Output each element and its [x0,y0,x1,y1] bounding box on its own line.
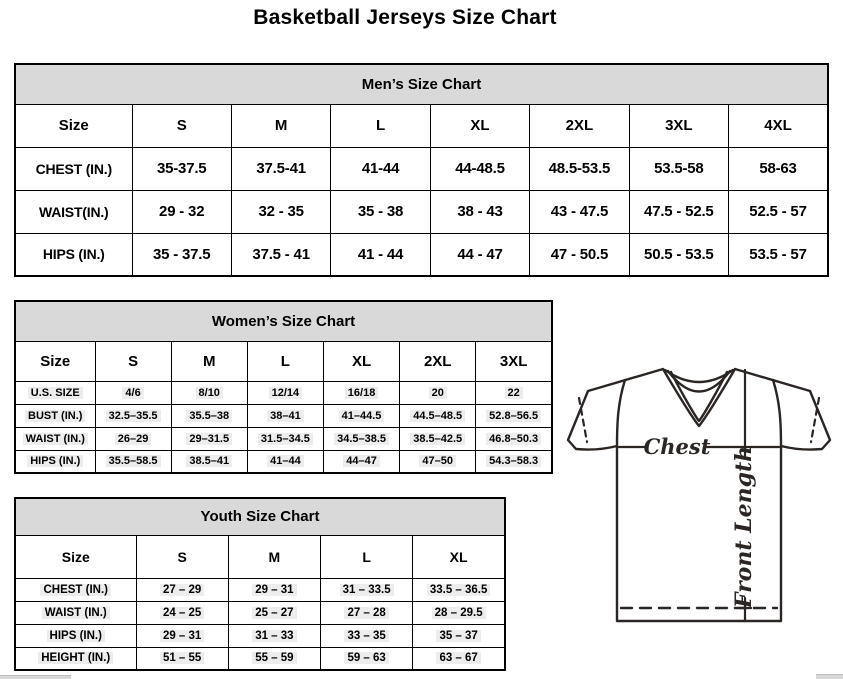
size-value-cell: 48.5-53.5 [530,147,629,190]
mens-col-header: 3XL [629,104,728,147]
size-value-cell: 53.5 - 57 [729,233,828,276]
youth-col-header: M [228,535,320,578]
womens-col-header: XL [323,341,399,381]
size-value-cell: 27 – 29 [136,578,228,601]
row-label: WAIST(IN.) [15,190,132,233]
row-label: HIPS (IN.) [15,450,95,473]
jersey-illustration [555,360,843,630]
size-value-cell: 44.5–48.5 [400,404,476,427]
size-value-cell: 35 – 37 [413,624,505,647]
row-label: CHEST (IN.) [15,578,136,601]
mens-waist-row [15,190,828,233]
size-value-cell: 55 – 59 [228,647,320,670]
youth-header-row [15,535,505,578]
jersey-measurement-diagram [555,360,843,630]
right-sleeve-seam [773,380,781,446]
size-value-cell: 52.5 - 57 [729,190,828,233]
row-label: WAIST (IN.) [15,427,95,450]
mens-col-header: S [132,104,231,147]
size-value-cell: 63 – 67 [413,647,505,670]
mens-col-header: 2XL [530,104,629,147]
row-label: HEIGHT (IN.) [15,647,136,670]
youth-hips-row [15,624,505,647]
size-value-cell: 27 – 28 [321,601,413,624]
youth-height-row [15,647,505,670]
size-value-cell: 35 - 37.5 [132,233,231,276]
youth-waist-row [15,601,505,624]
size-value-cell: 52.8–56.5 [476,404,552,427]
youth-chest-row [15,578,505,601]
size-value-cell: 35.5–58.5 [95,450,171,473]
row-label: HIPS (IN.) [15,233,132,276]
size-value-cell: 22 [476,381,552,404]
mens-col-header: M [231,104,330,147]
size-value-cell: 41–44.5 [323,404,399,427]
size-value-cell: 38–41 [247,404,323,427]
size-value-cell: 24 – 25 [136,601,228,624]
womens-waist-row [15,427,552,450]
size-value-cell: 34.5–38.5 [323,427,399,450]
mens-col-header: Size [15,104,132,147]
size-value-cell: 16/18 [323,381,399,404]
size-value-cell: 58-63 [729,147,828,190]
size-value-cell: 44-48.5 [430,147,529,190]
youth-table-title: Youth Size Chart [15,498,505,535]
size-value-cell: 43 - 47.5 [530,190,629,233]
size-value-cell: 53.5-58 [629,147,728,190]
size-value-cell: 33 – 35 [321,624,413,647]
womens-table-title: Women’s Size Chart [15,301,552,341]
size-value-cell: 41-44 [331,147,430,190]
size-value-cell: 41–44 [247,450,323,473]
size-value-cell: 35.5–38 [171,404,247,427]
size-value-cell: 44 - 47 [430,233,529,276]
row-label: BUST (IN.) [15,404,95,427]
youth-size-chart-table [14,497,506,671]
size-value-cell: 47–50 [400,450,476,473]
youth-col-header: Size [15,535,136,578]
mens-header-row [15,104,828,147]
size-value-cell: 47 - 50.5 [530,233,629,276]
womens-col-header: Size [15,341,95,381]
size-value-cell: 32.5–35.5 [95,404,171,427]
left-sleeve-seam [617,380,625,446]
size-value-cell: 51 – 55 [136,647,228,670]
mens-chest-row [15,147,828,190]
womens-header-row [15,341,552,381]
youth-col-header: XL [413,535,505,578]
womens-ussize-row [15,381,552,404]
cutoff-fragment-left [0,675,71,679]
womens-col-header: L [247,341,323,381]
womens-bust-row [15,404,552,427]
size-value-cell: 38 - 43 [430,190,529,233]
size-value-cell: 12/14 [247,381,323,404]
size-value-cell: 4/6 [95,381,171,404]
size-value-cell: 28 – 29.5 [413,601,505,624]
chest-label: Chest [643,434,711,459]
page-title: Basketball Jerseys Size Chart [253,6,557,29]
size-value-cell: 46.8–50.3 [476,427,552,450]
womens-col-header: M [171,341,247,381]
size-value-cell: 47.5 - 52.5 [629,190,728,233]
mens-table-title: Men’s Size Chart [15,64,828,104]
womens-col-header: 2XL [400,341,476,381]
jersey-outline [568,369,830,621]
row-label: U.S. SIZE [15,381,95,404]
youth-col-header: L [321,535,413,578]
front-length-label: Front Length [731,445,757,609]
size-value-cell: 29 – 31 [136,624,228,647]
size-value-cell: 31 – 33.5 [321,578,413,601]
size-value-cell: 32 - 35 [231,190,330,233]
row-label: HIPS (IN.) [15,624,136,647]
size-value-cell: 20 [400,381,476,404]
youth-col-header: S [136,535,228,578]
mens-hips-row [15,233,828,276]
womens-col-header: S [95,341,171,381]
size-value-cell: 35-37.5 [132,147,231,190]
size-value-cell: 37.5 - 41 [231,233,330,276]
row-label: CHEST (IN.) [15,147,132,190]
size-value-cell: 35 - 38 [331,190,430,233]
womens-col-header: 3XL [476,341,552,381]
size-value-cell: 26–29 [95,427,171,450]
mens-col-header: L [331,104,430,147]
size-value-cell: 29 - 32 [132,190,231,233]
size-value-cell: 31 – 33 [228,624,320,647]
size-value-cell: 59 – 63 [321,647,413,670]
size-value-cell: 31.5–34.5 [247,427,323,450]
size-value-cell: 8/10 [171,381,247,404]
womens-size-chart-table [14,300,553,474]
size-value-cell: 25 – 27 [228,601,320,624]
size-value-cell: 54.3–58.3 [476,450,552,473]
size-value-cell: 37.5-41 [231,147,330,190]
womens-hips-row [15,450,552,473]
size-value-cell: 38.5–41 [171,450,247,473]
size-value-cell: 50.5 - 53.5 [629,233,728,276]
size-value-cell: 41 - 44 [331,233,430,276]
size-value-cell: 33.5 – 36.5 [413,578,505,601]
size-value-cell: 29–31.5 [171,427,247,450]
row-label: WAIST (IN.) [15,601,136,624]
size-value-cell: 38.5–42.5 [400,427,476,450]
cutoff-fragment-right [816,674,843,679]
size-value-cell: 44–47 [323,450,399,473]
mens-col-header: XL [430,104,529,147]
size-value-cell: 29 – 31 [228,578,320,601]
mens-size-chart-table [14,63,829,277]
mens-col-header: 4XL [729,104,828,147]
